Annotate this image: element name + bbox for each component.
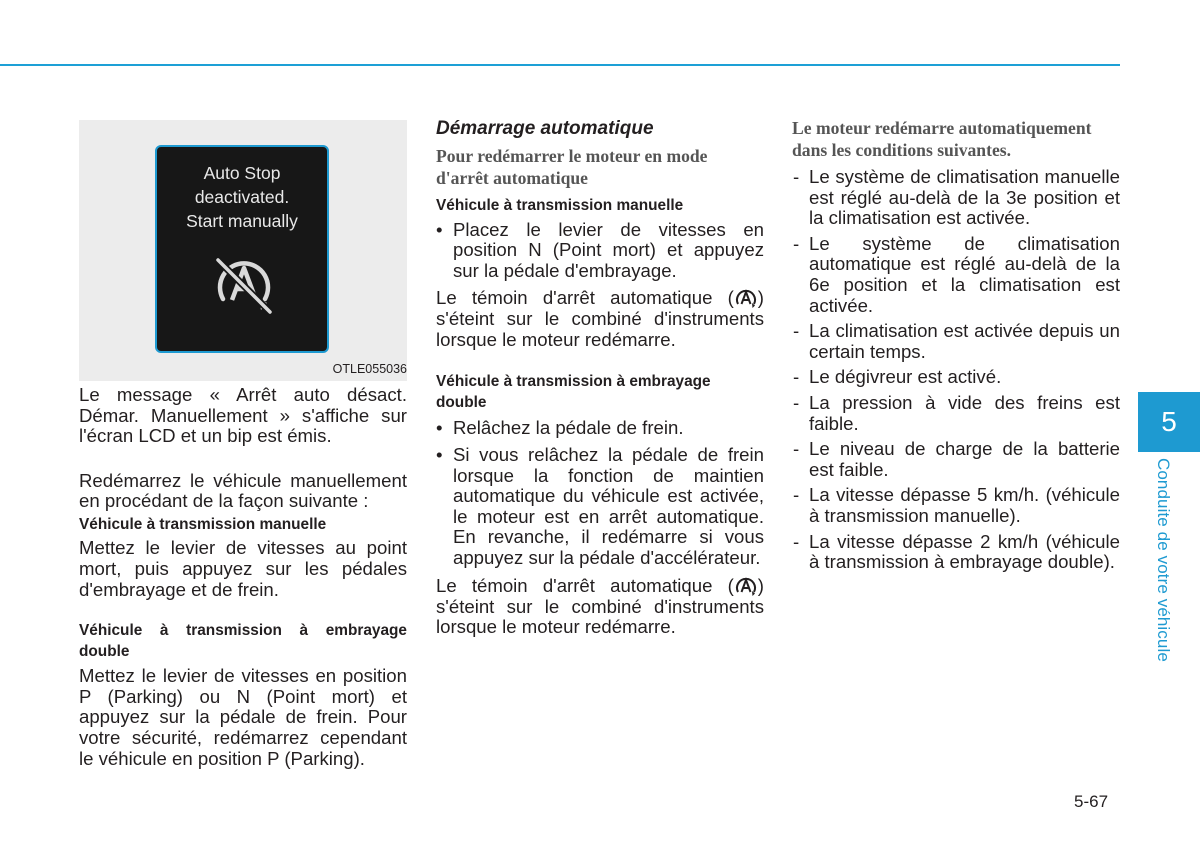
manual-steps-list xyxy=(436,220,764,282)
list-item: - La climatisation est activée depuis un certain temps. xyxy=(792,321,1120,362)
heading-manual-transmission: Véhicule à transmission manuelle xyxy=(79,515,327,533)
column-1 xyxy=(79,385,407,769)
list-item: - La vitesse dépasse 2 km/h (véhicule à transmission à embrayage double). xyxy=(792,532,1120,573)
auto-stop-off-icon xyxy=(209,251,279,321)
heading-manual-transmission: Véhicule à transmission manuelle xyxy=(436,197,684,214)
list-item: - Le dégivreur est activé. xyxy=(792,367,1120,388)
indicator-note-1 xyxy=(436,287,764,350)
indicator-note-text: ) s'éteint sur le combiné d'instruments lorsque le moteur redémarre. xyxy=(436,287,764,350)
section-subtitle: Pour redémarrer le moteur en mode d'arrêt automatique xyxy=(436,146,708,188)
list-item: - La vitesse dépasse 5 km/h. (véhicule à transmission manuelle). xyxy=(792,485,1120,526)
list-item: - Le système de climatisation automatique est réglé au-delà de la 6e position et la climatisation est activée. xyxy=(792,234,1120,316)
list-item: • Si vous relâchez la pédale de frein lorsque la fonction de maintien automatique du véhicule est activée, le moteur est en arrêt automatique. En revanche, il redémarre si vous appuyez sur la pédale d'accélérateur. xyxy=(436,445,764,569)
chapter-title: Conduite de votre véhicule xyxy=(1154,458,1173,662)
manual-transmission-paragraph: Mettez le levier de vitesses au point mort, puis appuyez sur les pédales d'embrayage et de frein. xyxy=(79,537,407,600)
heading-dual-clutch: Véhicule à transmission à embrayage double xyxy=(436,373,711,411)
lcd-message-paragraph: Le message « Arrêt auto désact. Démar. Manuellement » s'affiche sur l'écran LCD et un bip est émis. xyxy=(79,384,407,447)
lcd-line-1: Auto Stop xyxy=(203,163,281,183)
list-item: - La pression à vide des freins est faible. xyxy=(792,393,1120,434)
column-2 xyxy=(436,118,764,638)
section-title: Démarrage automatique xyxy=(436,118,654,139)
chapter-tab: 5 xyxy=(1138,392,1200,452)
manual-restart-paragraph: Redémarrez le véhicule manuellement en procédant de la façon suivante : xyxy=(79,469,407,512)
indicator-note-text: ) s'éteint sur le combiné d'instruments lorsque le moteur redémarre. xyxy=(436,574,764,638)
list-item: - Le niveau de charge de la batterie est faible. xyxy=(792,439,1120,480)
indicator-note-text: Le témoin d'arrêt automatique ( xyxy=(436,287,734,309)
lcd-line-2: deactivated. xyxy=(194,187,290,207)
page-number: 5-67 xyxy=(1074,792,1109,811)
header-rule xyxy=(0,64,1120,66)
dual-clutch-steps-list xyxy=(436,418,764,568)
restart-conditions-heading: Le moteur redémarre automatiquement dans les conditions suivantes. xyxy=(792,118,1092,160)
auto-stop-indicator-icon xyxy=(734,287,758,309)
indicator-note-2 xyxy=(436,575,764,638)
list-item: • Placez le levier de vitesses en position N (Point mort) et appuyez sur la pédale d'embrayage. xyxy=(436,220,764,282)
auto-stop-indicator-icon xyxy=(734,575,758,597)
indicator-note-text: Le témoin d'arrêt automatique ( xyxy=(436,574,734,596)
restart-conditions-list xyxy=(792,167,1120,573)
lcd-line-3: Start manually xyxy=(186,211,298,231)
figure-caption: OTLE055036 xyxy=(332,362,407,376)
dual-clutch-paragraph: Mettez le levier de vitesses en position P (Parking) ou N (Point mort) et appuyez sur la pédale de frein. Pour votre sécurité, redémarrez cependant le véhicule en position P (Parking). xyxy=(79,665,407,769)
lcd-message xyxy=(157,161,327,233)
column-3 xyxy=(792,118,1120,573)
list-item: - Le système de climatisation manuelle est réglé au-delà de la 3e position et la climatisation est activée. xyxy=(792,167,1120,229)
lcd-display xyxy=(155,145,329,353)
list-item: • Relâchez la pédale de frein. xyxy=(436,418,764,439)
heading-dual-clutch: Véhicule à transmission à embrayage double xyxy=(79,622,407,660)
